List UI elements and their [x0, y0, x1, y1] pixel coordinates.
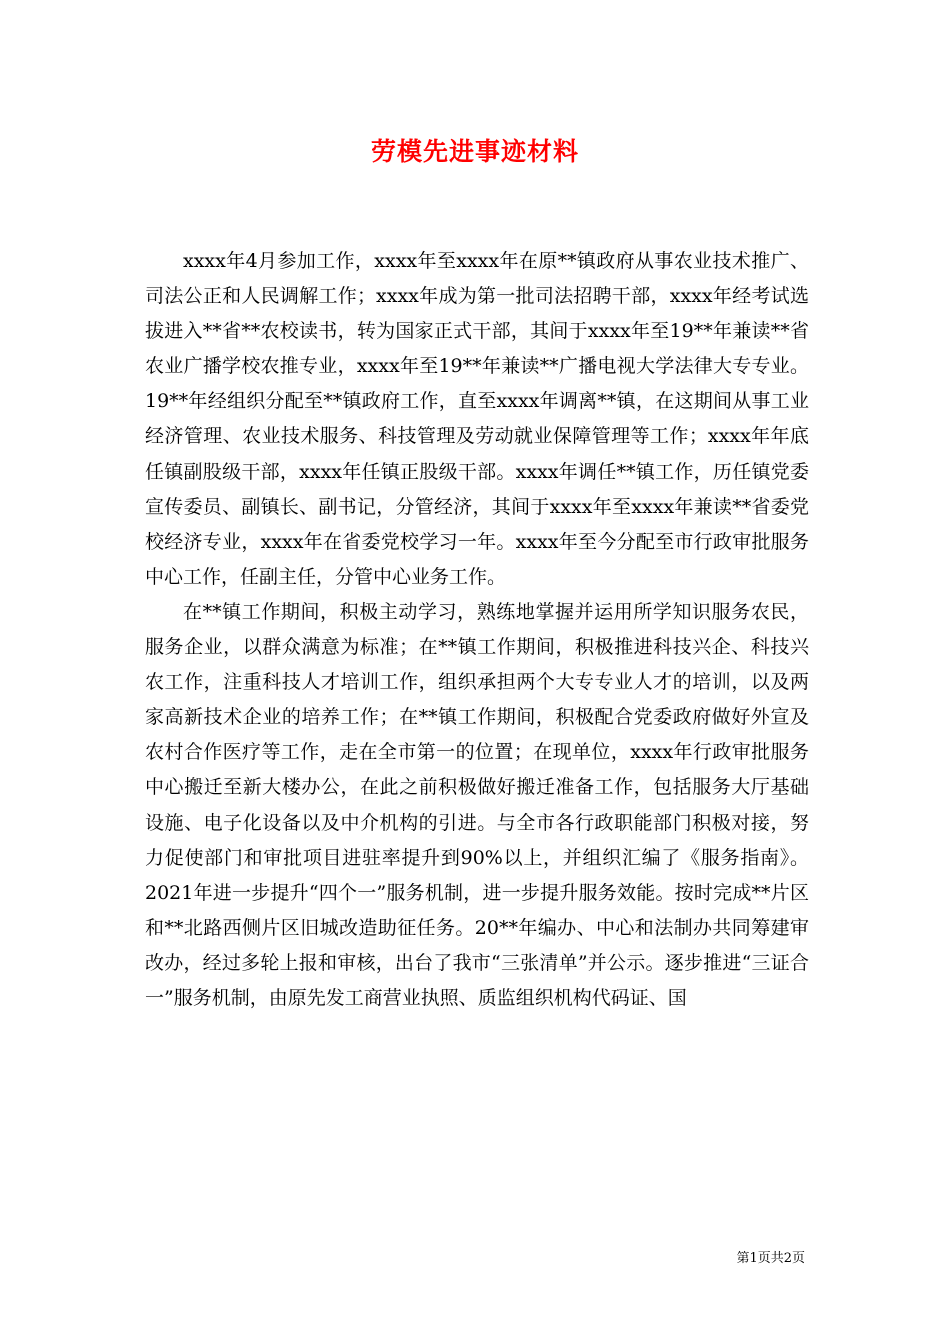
document-body	[145, 244, 809, 1016]
paragraph-2: 在**镇工作期间，积极主动学习，熟练地掌握并运用所学知识服务农民，服务企业，以群众满意为标准；在**镇工作期间，积极推进科技兴企、科技兴农工作，注重科技人才培训工作，组织承担两个大专专业人才的培训，以及两家高新技术企业的培养工作；在**镇工作期间，积极配合党委政府做好外宣及农村合作医疗等工作，走在全市第一的位置；在现单位，xxxx年行政审批服务中心搬迁至新大楼办公，在此之前积极做好搬迁准备工作，包括服务大厅基础设施、电子化设备以及中介机构的引进。与全市各行政职能部门积极对接，努力促使部门和审批项目进驻率提升到90%以上，并组织汇编了《服务指南》。2021年进一步提升“四个一”服务机制，进一步提升服务效能。按时完成**片区和**北路西侧片区旧城改造助征任务。20**年编办、中心和法制办共同筹建审改办，经过多轮上报和审核，出台了我市“三张清单”并公示。逐步推进“三证合一”服务机制，由原先发工商营业执照、质监组织机构代码证、国	[145, 600, 809, 1009]
page-number: 第1页共2页	[736, 1251, 805, 1266]
document-title: 劳模先进事迹材料	[370, 137, 579, 166]
paragraph-1: xxxx年4月参加工作，xxxx年至xxxx年在原**镇政府从事农业技术推广、司法公正和人民调解工作；xxxx年成为第一批司法招聘干部，xxxx年经考试选拔进入**省**农校读书，转为国家正式干部，其间于xxxx年至19**年兼读**省农业广播学校农推专业，xxxx年至19**年兼读**广播电视大学法律大专专业。19**年经组织分配至**镇政府工作，直至xxxx年调离**镇，在这期间从事工业经济管理、农业技术服务、科技管理及劳动就业保障管理等工作；xxxx年年底任镇副股级干部，xxxx年任镇正股级干部。xxxx年调任**镇工作，历任镇党委宣传委员、副镇长、副书记，分管经济，其间于xxxx年至xxxx年兼读**省委党校经济专业，xxxx年在省委党校学习一年。xxxx年至今分配至市行政审批服务中心工作，任副主任，分管中心业务工作。	[145, 250, 809, 588]
